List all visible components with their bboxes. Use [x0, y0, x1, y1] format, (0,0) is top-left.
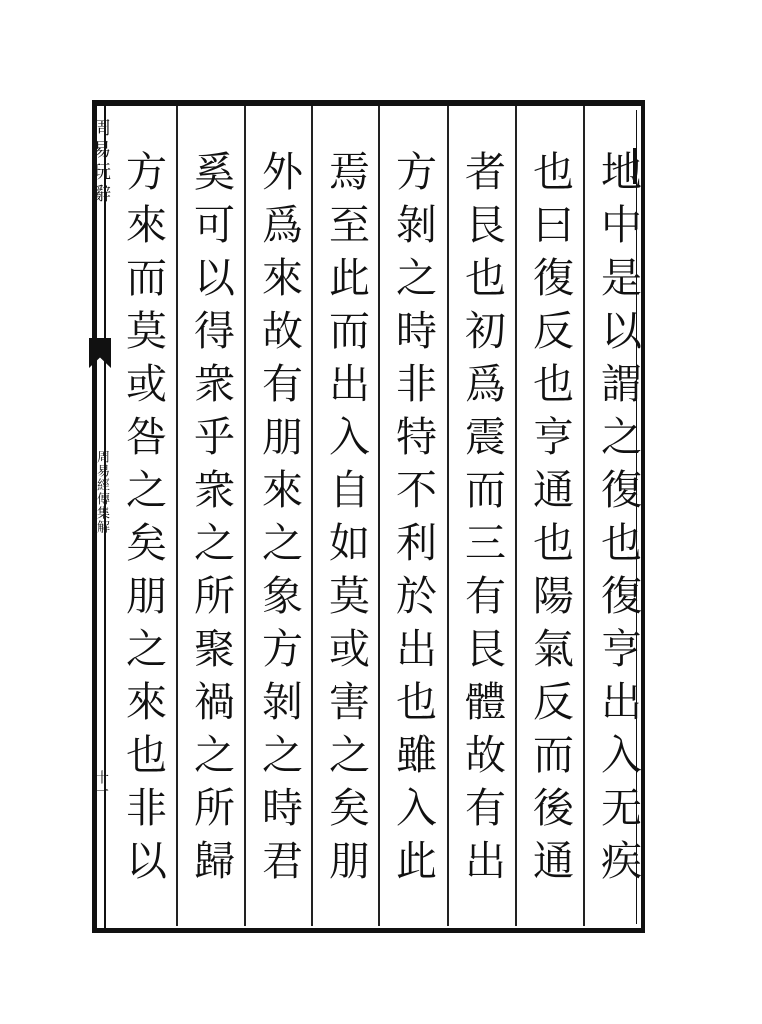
text-column-1: 地中是以謂之復也復亨出入无疾: [594, 150, 642, 892]
text-column-4: 方剝之時非特不利於出也雖入此: [389, 150, 437, 892]
text-column-5: 焉至此而出入自如莫或害之矣朋: [322, 150, 370, 892]
text-column-7: 奚可以得衆乎衆之所聚禍之所歸: [187, 150, 235, 892]
column-rule: [378, 106, 380, 926]
margin-subtitle: 周易經傳集解: [94, 450, 109, 534]
column-rule: [447, 106, 449, 926]
margin-title: 周易玩辭: [90, 118, 111, 206]
page-number: 十一: [93, 770, 109, 798]
text-column-2: 也曰復反也亨通也陽氣反而後通: [526, 150, 574, 892]
column-rule: [583, 106, 585, 926]
text-column-3: 者艮也初爲震而三有艮體故有出: [458, 150, 506, 892]
column-rule: [244, 106, 246, 926]
column-rule: [176, 106, 178, 926]
text-column-6: 外爲來故有朋來之象方剝之時君: [255, 150, 303, 892]
column-rule: [311, 106, 313, 926]
text-column-8: 方來而莫或咎之矣朋之來也非以: [119, 150, 167, 892]
column-rule: [515, 106, 517, 926]
